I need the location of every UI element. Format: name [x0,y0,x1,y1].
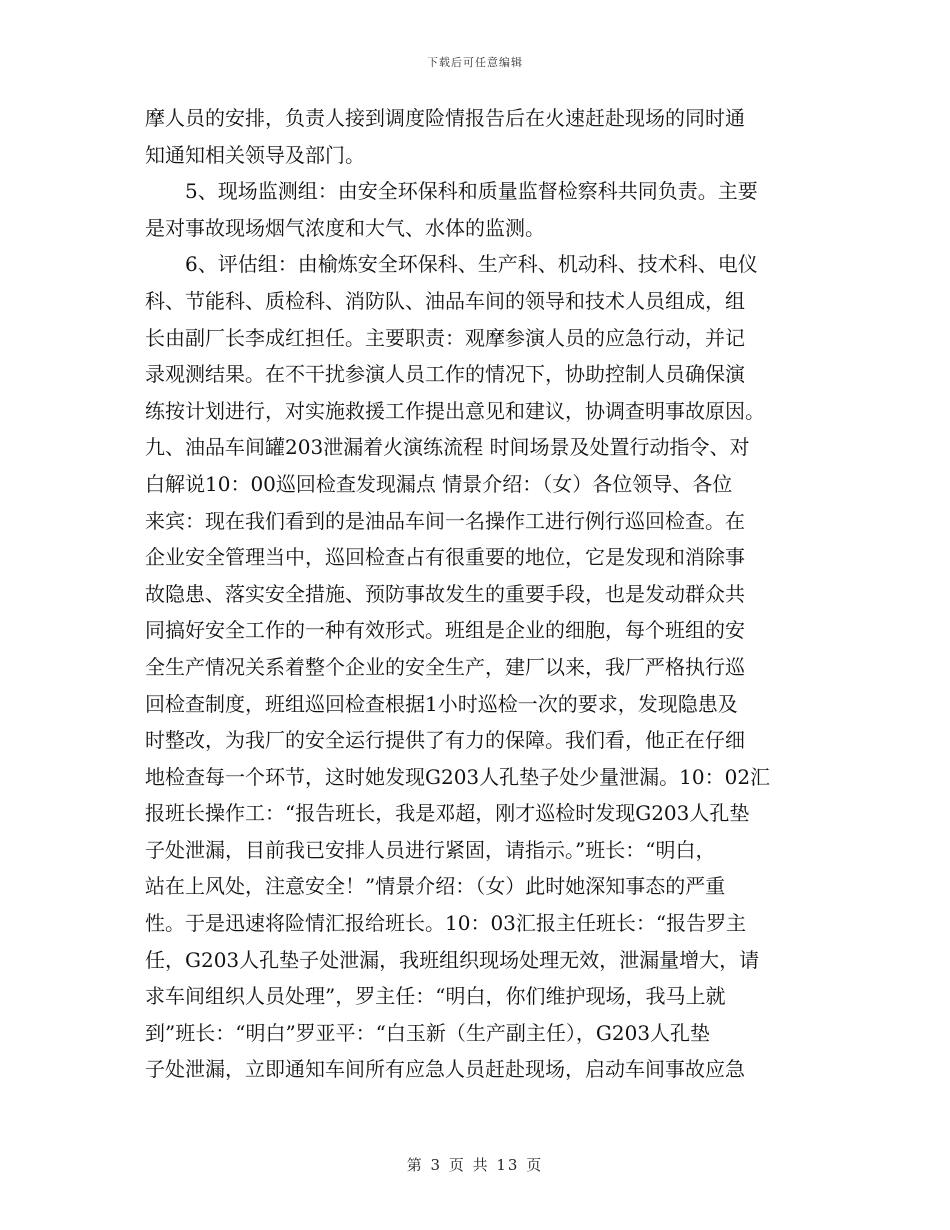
text-line: 求车间组织人员处理”，罗主任：“明白，你们维护现场，我马上就 [145,984,726,1009]
text-line: 来宾：现在我们看到的是油品车间一名操作工进行例行巡回检查。在 [145,508,745,533]
text-line: 企业安全管理当中，巡回检查占有很重要的地位，它是发现和消除事 [145,545,745,570]
text-line: 站在上风处，注意安全！”情景介绍：（女）此时她深知事态的严重 [145,874,726,899]
text-line: 录观测结果。在不干扰参演人员工作的情况下，协助控制人员确保演 [145,362,745,387]
text-line: 是对事故现场烟气浓度和大气、水体的监测。 [145,215,545,240]
text-line: 长由副厂长李成红担任。主要职责：观摩参演人员的应急行动，并记 [145,325,745,350]
text-line: 练按计划进行，对实施救援工作提出意见和建议，协调查明事故原因。 [145,398,765,423]
text-line: 同搞好安全工作的一种有效形式。班组是企业的细胞，每个班组的安 [145,618,745,643]
text-line: 回检查制度，班组巡回检查根据1小时巡检一次的要求，发现隐患及 [145,691,738,716]
text-line: 子处泄漏，目前我已安排人员进行紧固，请指示。”班长：“明白， [145,837,716,862]
text-line: 时整改，为我厂的安全运行提供了有力的保障。我们看，他正在仔细 [145,728,745,753]
page-header: 下载后可任意编辑 [427,56,523,69]
text-line: 知通知相关领导及部门。 [145,142,365,167]
body-text [145,100,807,1088]
text-line: 白解说10：00巡回检查发现漏点 情景介绍：（女）各位领导、各位 [145,471,733,496]
text-line: 性。于是迅速将险情汇报给班长。10：03汇报主任班长：“报告罗主 [145,911,747,936]
text-line: 摩人员的安排，负责人接到调度险情报告后在火速赶赴现场的同时通 [145,106,745,130]
text-line: 地检查每一个环节，这时她发现G203人孔垫子处少量泄漏。10：02汇 [145,764,771,789]
text-line: 到”班长：“明白”罗亚平：“白玉新（生产副主任），G203人孔垫 [145,1020,711,1045]
text-line: 子处泄漏，立即通知车间所有应急人员赶赴现场，启动车间事故应急 [145,1057,745,1082]
text-line: 全生产情况关系着整个企业的安全生产，建厂以来，我厂严格执行巡 [145,654,745,679]
page-footer: 第 3 页 共 13 页 [406,1156,544,1174]
text-line: 报班长操作工：“报告班长，我是邓超，刚才巡检时发现G203人孔垫 [145,801,750,826]
text-line: 任，G203人孔垫子处泄漏，我班组织现场处理无效，泄漏量增大，请 [145,947,760,972]
text-line: 6、评估组：由榆炼安全环保科、生产科、机动科、技术科、电仪 [185,252,758,277]
text-line: 5、现场监测组：由安全环保科和质量监督检察科共同负责。主要 [185,179,758,204]
text-line: 故隐患、落实安全措施、预防事故发生的重要手段，也是发动群众共 [145,581,745,606]
text-line: 科、节能科、质检科、消防队、油品车间的领导和技术人员组成，组 [145,288,745,313]
text-line: 九、油品车间罐203泄漏着火演练流程 时间场景及处置行动指令、对 [145,435,750,460]
